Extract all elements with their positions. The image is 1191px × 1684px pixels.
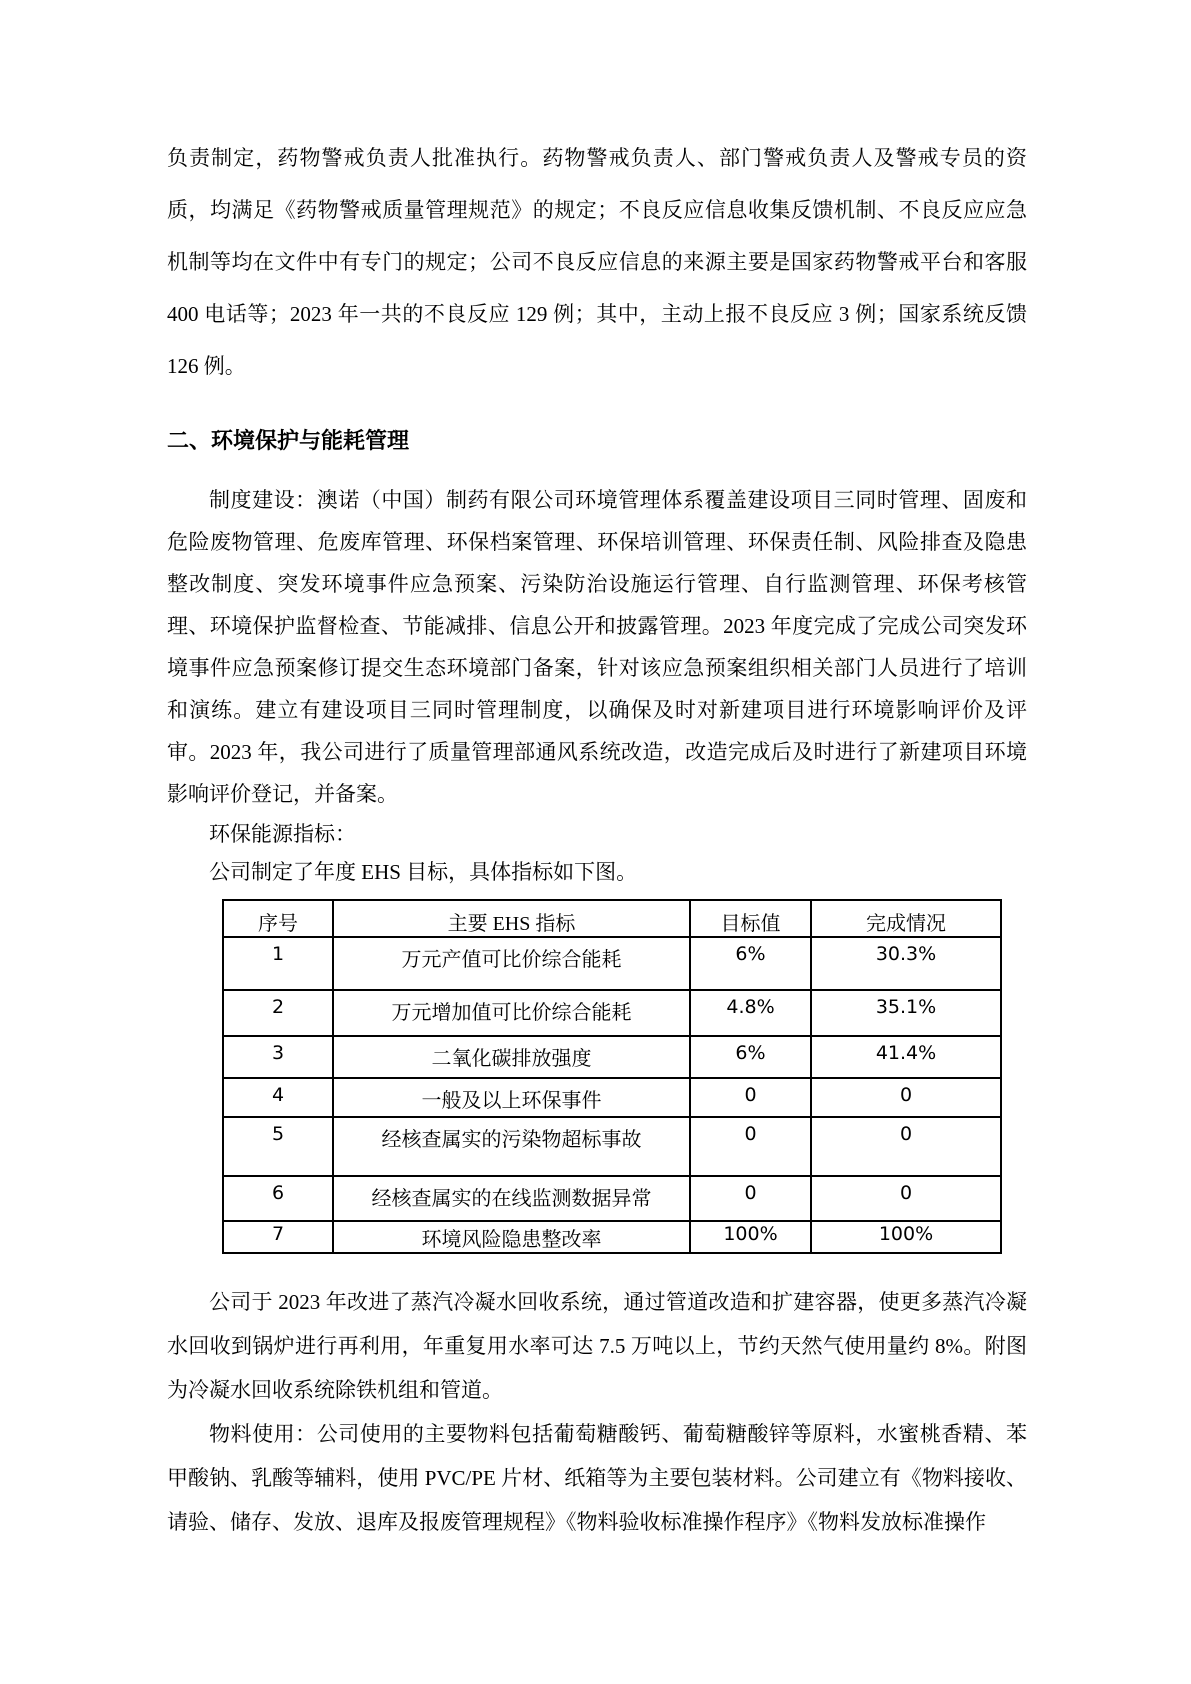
table-cell: 0 <box>811 1176 1001 1221</box>
paragraph-materials: 物料使用：公司使用的主要物料包括葡萄糖酸钙、葡萄糖酸锌等原料，水蜜桃香精、苯甲酸钠、乳酸等辅料，使用 PVC/PE 片材、纸箱等为主要包装材料。公司建立有《物料接收、请验、储存、发放、退库及报废管理规程》《物料验收标准操作程序》《物料发放标准操作 <box>167 1422 1027 1534</box>
section-heading: 二、环境保护与能耗管理 <box>167 428 410 453</box>
table-cell: 4.8% <box>690 990 811 1036</box>
paragraph-ehs-label: 环保能源指标： <box>209 822 356 846</box>
table-header-row <box>223 900 1001 937</box>
table-cell: 41.4% <box>811 1036 1001 1078</box>
table-cell: 二氧化碳排放强度 <box>333 1036 690 1078</box>
table-cell: 6 <box>223 1176 333 1221</box>
table-cell: 6% <box>690 937 811 990</box>
table-header-cell-index: 序号 <box>223 900 333 937</box>
table-row <box>223 1117 1001 1176</box>
table-row <box>223 937 1001 990</box>
table-header-cell-completion: 完成情况 <box>811 900 1001 937</box>
table-cell: 万元产值可比价综合能耗 <box>333 937 690 990</box>
table-cell: 4 <box>223 1078 333 1117</box>
table-cell: 3 <box>223 1036 333 1078</box>
paragraph-system-construction: 制度建设：澳诺（中国）制药有限公司环境管理体系覆盖建设项目三同时管理、固废和危险废物管理、危废库管理、环保档案管理、环保培训管理、环保责任制、风险排查及隐患整改制度、突发环境事件应急预案、污染防治设施运行管理、自行监测管理、环保考核管理、环境保护监督检查、节能减排、信息公开和披露管理。2023 年度完成了完成公司突发环境事件应急预案修订提交生态环境部门备案，针对该应急预案组织相关部门人员进行了培训和演练。建立有建设项目三同时管理制度，以确保及时对新建项目进行环境影响评价及评审。2023 年，我公司进行了质量管理部通风系统改造，改造完成后及时进行了新建项目环境影响评价登记，并备案。 <box>167 488 1027 806</box>
table-row <box>223 1036 1001 1078</box>
table-cell: 环境风险隐患整改率 <box>333 1221 690 1253</box>
table-cell: 0 <box>690 1078 811 1117</box>
table-cell: 经核查属实的污染物超标事故 <box>333 1117 690 1176</box>
table-row <box>223 1221 1001 1253</box>
table-row <box>223 990 1001 1036</box>
ehs-table <box>222 899 1002 1254</box>
paragraph-pharmacovigilance: 负责制定，药物警戒负责人批准执行。药物警戒负责人、部门警戒负责人及警戒专员的资质，均满足《药物警戒质量管理规范》的规定；不良反应信息收集反馈机制、不良反应应急机制等均在文件中有专门的规定；公司不良反应信息的来源主要是国家药物警戒平台和客服 400 电话等；2023 年一共的不良反应 129 例；其中，主动上报不良反应 3 例；国家系统反馈 126 例。 <box>167 146 1027 378</box>
table-header-cell-indicator: 主要 EHS 指标 <box>333 900 690 937</box>
table-cell: 100% <box>690 1221 811 1253</box>
table-cell: 1 <box>223 937 333 990</box>
table-cell: 一般及以上环保事件 <box>333 1078 690 1117</box>
table-row <box>223 1176 1001 1221</box>
table-header-cell-target: 目标值 <box>690 900 811 937</box>
table-cell: 0 <box>690 1176 811 1221</box>
table-cell: 100% <box>811 1221 1001 1253</box>
paragraph-steam-recovery: 公司于 2023 年改进了蒸汽冷凝水回收系统，通过管道改造和扩建容器，使更多蒸汽冷凝水回收到锅炉进行再利用，年重复用水率可达 7.5 万吨以上，节约天然气使用量约 8%。附图为冷凝水回收系统除铁机组和管道。 <box>167 1290 1027 1402</box>
table-cell: 0 <box>811 1078 1001 1117</box>
table-cell: 6% <box>690 1036 811 1078</box>
table-cell: 经核查属实的在线监测数据异常 <box>333 1176 690 1221</box>
table-cell: 7 <box>223 1221 333 1253</box>
table-cell: 30.3% <box>811 937 1001 990</box>
table-cell: 0 <box>690 1117 811 1176</box>
table-row <box>223 1078 1001 1117</box>
table-cell: 5 <box>223 1117 333 1176</box>
table-cell: 35.1% <box>811 990 1001 1036</box>
ehs-table-wrapper <box>222 899 1027 1254</box>
table-cell: 0 <box>811 1117 1001 1176</box>
table-cell: 万元增加值可比价综合能耗 <box>333 990 690 1036</box>
table-cell: 2 <box>223 990 333 1036</box>
paragraph-ehs-intro: 公司制定了年度 EHS 目标，具体指标如下图。 <box>209 860 638 884</box>
